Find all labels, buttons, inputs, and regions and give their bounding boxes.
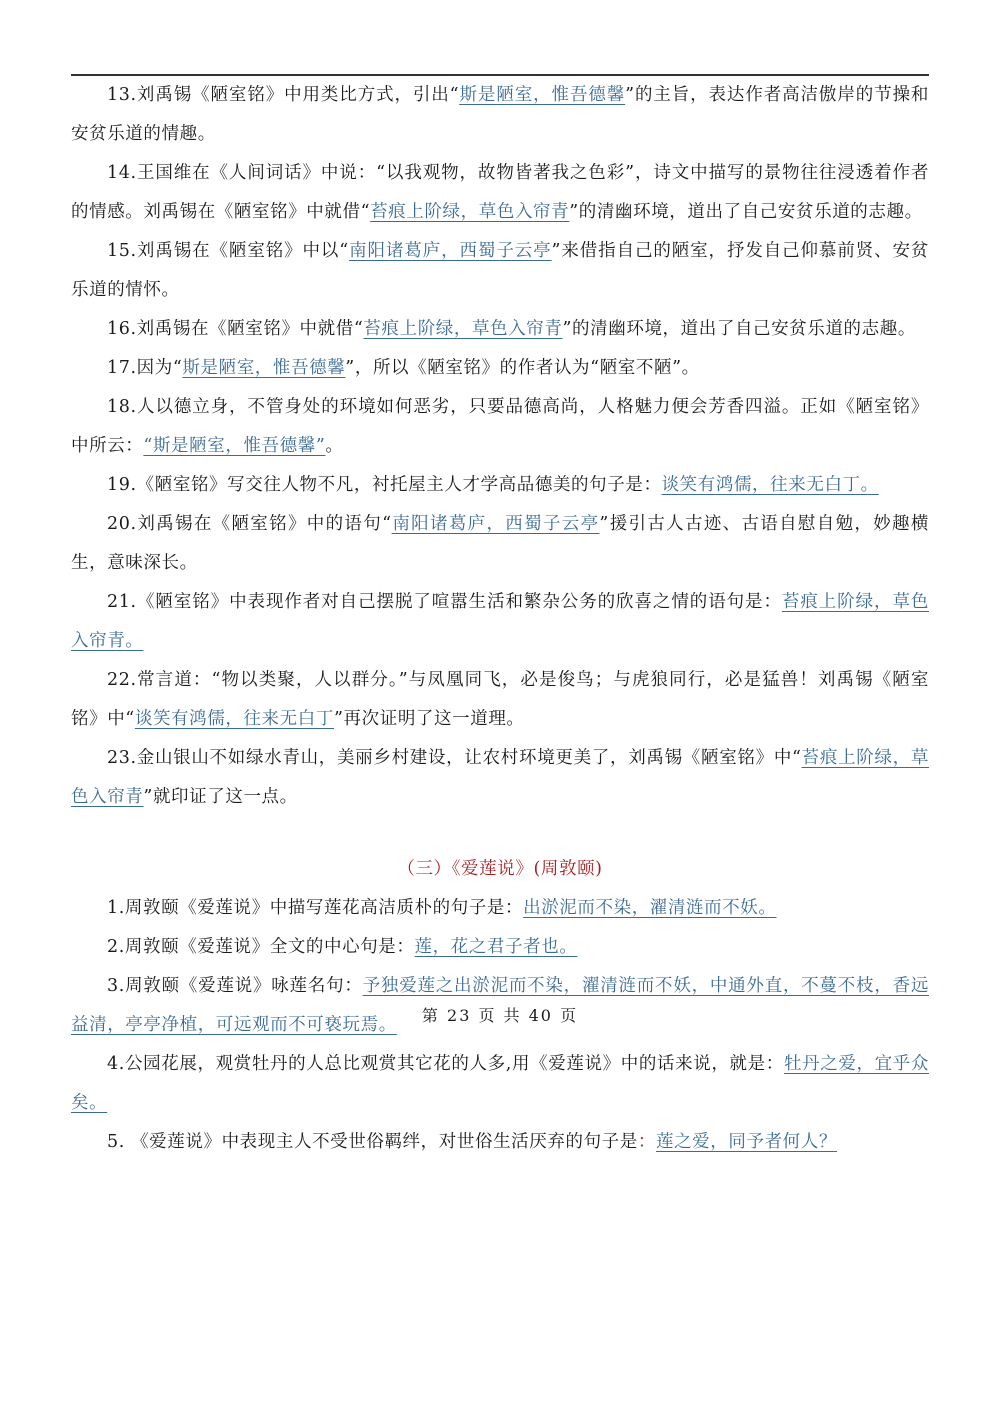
answer-text: 牡丹之爱，宜乎众矣。 [71,1054,929,1113]
question-item [71,1123,929,1162]
item-number: 22. [107,670,137,690]
answer-text: 斯是陋室，惟吾德馨 [182,358,346,378]
item-number: 21. [107,592,137,612]
answer-text: 南阳诸葛庐，西蜀子云亭 [391,514,600,534]
answer-text: 苔痕上阶绿，草色入帘青。 [71,592,929,651]
item-number: 20. [107,514,137,534]
question-item [71,1045,929,1123]
question-item [71,310,929,349]
item-text: 《陋室铭》写交往人物不凡，衬托屋主人才学高品德美的句子是： [136,475,662,495]
section-title-ailianshuo: （三）《爱莲说》(周敦颐) [397,859,603,879]
item-colon: ： [637,1132,656,1152]
item-text: 刘禹锡在《陋室铭》中的语句“ [136,514,392,534]
item-text-after: ”就印证了这一点。 [143,787,298,807]
question-item [71,661,929,739]
question-item [71,505,929,583]
item-text: 人以德立身，不管身处的环境如何恶劣，只要品德高尚，人格魅力便会芳香四溢。正如《陋室铭》中所云： [71,397,929,456]
item-text-after: ”的清幽环境，道出了自己安贫乐道的志趣。 [562,319,916,339]
answer-text: 谈笑有鸿儒，往来无白丁。 [661,475,879,495]
question-item [71,466,929,505]
section-loushiming-quotes [71,76,929,817]
item-text: 刘禹锡在《陋室铭》中就借“ [136,319,364,339]
item-number: 5. [107,1132,125,1152]
answer-text: 莲之爱，同予者何人？ [655,1132,837,1152]
answer-text: 予独爱莲之出淤泥而不染，濯清涟而不妖，中通外直，不蔓不枝，香远益清，亭亭净植，可远观而不可亵玩焉。 [71,976,929,1035]
item-text: 金山银山不如绿水青山，美丽乡村建设，让农村环境更美了，刘禹锡《陋室铭》中“ [136,748,802,768]
item-number: 17. [107,358,137,378]
answer-text: 莲，花之君子者也。 [414,937,578,957]
question-item [71,889,929,928]
item-text: 周敦颐《爱莲说》全文的中心句是： [124,937,415,957]
question-item [71,739,929,817]
answer-text: 出淤泥而不染，濯清涟而不妖。 [523,898,777,918]
question-item [71,349,929,388]
item-text-after: ”来借指自己的陋室，抒发自己仰慕前贤、安贫乐道的情怀。 [71,241,930,300]
item-number: 3. [107,976,125,996]
question-item [71,388,929,466]
answer-text: 谈笑有鸿儒，往来无白丁 [134,709,334,729]
item-text: 周敦颐《爱莲说》咏莲名句： [124,976,363,996]
question-item [71,583,929,661]
item-text-after: ”，所以《陋室铭》的作者认为“陋室不陋”。 [345,358,700,378]
document-body [71,76,929,1162]
item-text-after: ”援引古人古迹、古语自慰自勉，妙趣横生，意味深长。 [71,514,929,573]
item-text: 公园花展，观赏牡丹的人总比观赏其它花的人多,用《爱莲说》中的话来说，就是： [124,1054,784,1074]
item-text-after: 。 [325,436,344,456]
answer-text: 苔痕上阶绿，草色入帘青 [363,319,563,339]
item-text-after: ”的主旨，表达作者高洁傲岸的节操和安贫乐道的情趣。 [71,85,929,144]
item-number: 2. [107,937,125,957]
item-number: 1. [107,898,125,918]
item-number: 18. [107,397,137,417]
item-text: 刘禹锡《陋室铭》中用类比方式，引出“ [136,85,460,105]
question-item [71,232,929,310]
question-item [71,928,929,967]
item-text-after: ”再次证明了这一道理。 [333,709,525,729]
item-number: 16. [107,319,137,339]
answer-text: 南阳诸葛庐，西蜀子云亭 [348,241,552,261]
item-text: 王国维在《人间词话》中说：“以我观物，故物皆著我之色彩”，诗文中描写的景物往往浸透着作者的情感。刘禹锡在《陋室铭》中就借“ [71,163,929,222]
item-number: 4. [107,1054,125,1074]
item-number: 23. [107,748,137,768]
item-text: 因为“ [136,358,183,378]
question-item [71,76,929,154]
item-text-after: ”的清幽环境，道出了自己安贫乐道的志趣。 [569,202,923,222]
item-number: 13. [107,85,137,105]
item-text: 刘禹锡在《陋室铭》中以“ [136,241,349,261]
answer-text: 斯是陋室，惟吾德馨 [459,85,626,105]
answer-text: “斯是陋室，惟吾德馨” [143,436,326,456]
answer-text: 苔痕上阶绿，草色入帘青 [370,202,570,222]
item-text: 《爱莲说》中表现主人不受世俗羁绊，对世俗生活厌弃的句子是 [124,1132,638,1152]
question-item [71,154,929,232]
item-text: 周敦颐《爱莲说》中描写莲花高洁质朴的句子是： [124,898,524,918]
page-number-footer: 第 23 页 共 40 页 [421,1006,579,1025]
item-text: 常言道：“物以类聚，人以群分。”与凤凰同飞，必是俊鸟；与虎狼同行，必是猛兽！刘禹锡《陋室铭》中“ [71,670,929,729]
item-number: 14. [107,163,137,183]
answer-text: 苔痕上阶绿，草色入帘青 [71,748,929,807]
item-text: 《陋室铭》中表现作者对自己摆脱了喧嚣生活和繁杂公务的欣喜之情的语句是： [136,592,782,612]
item-number: 15. [107,241,137,261]
item-number: 19. [107,475,137,495]
